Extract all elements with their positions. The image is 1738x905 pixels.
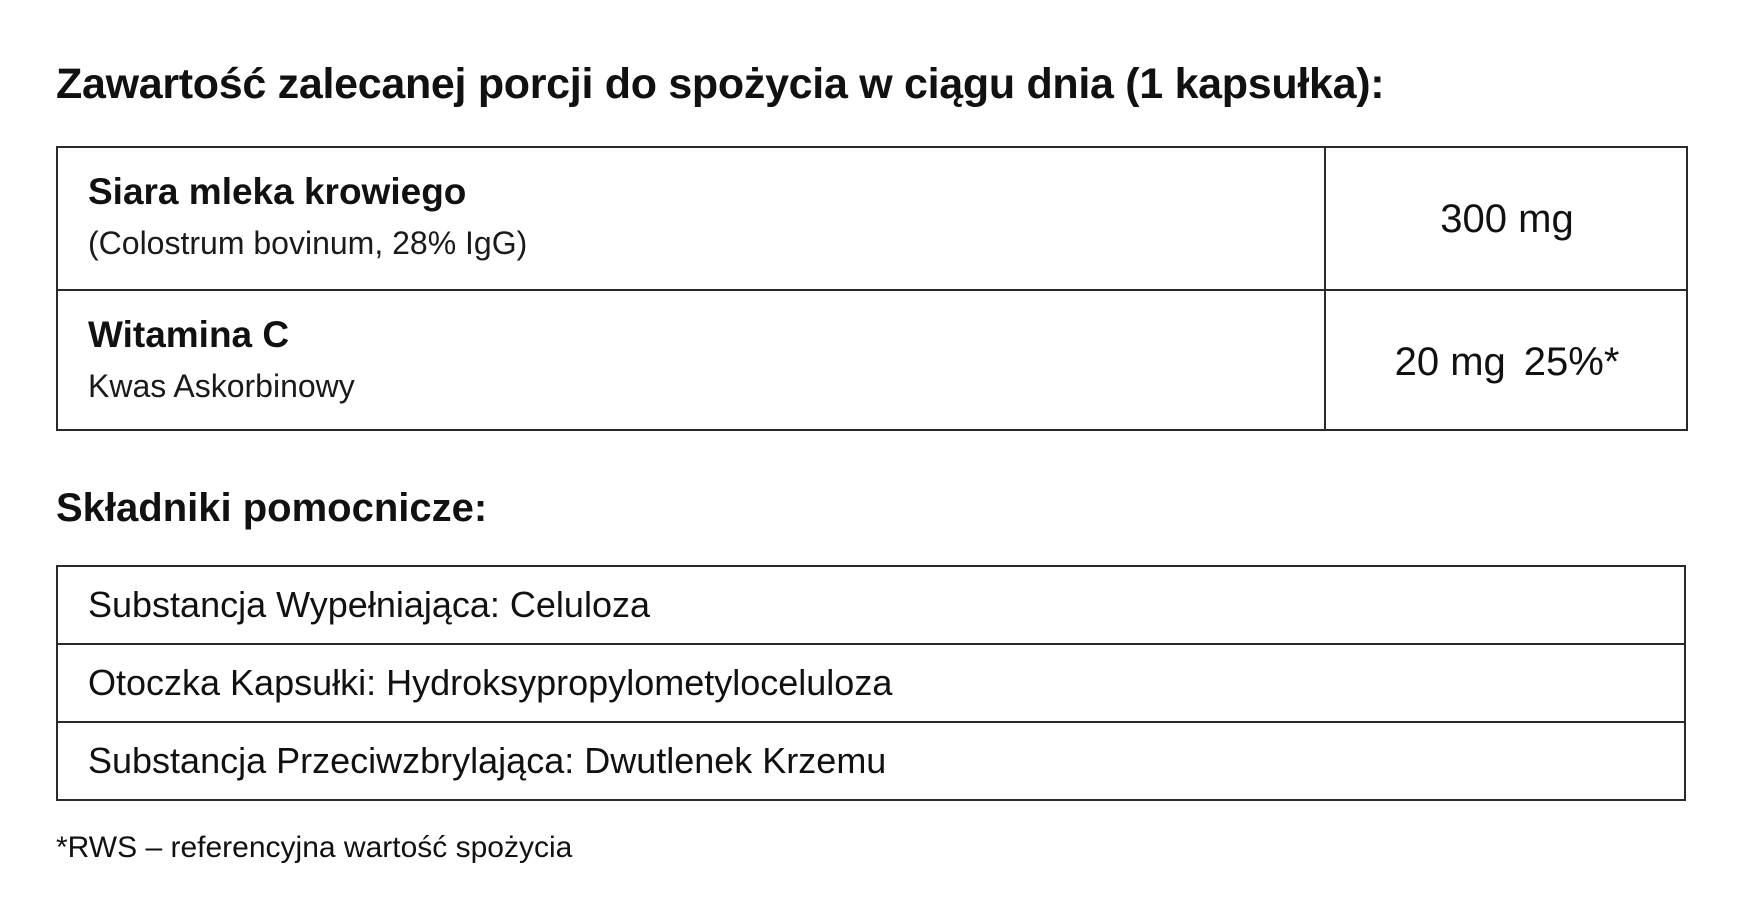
excipients-table [56,565,1686,801]
excipient-item: Substancja Przeciwzbrylająca: Dwutlenek Krzemu [88,740,887,781]
ingredient-detail: Kwas Askorbinowy [88,368,355,404]
table-row [58,645,1684,723]
ingredient-amount: 20 mg [1394,340,1506,384]
ingredient-amount-cell [1326,195,1688,243]
excipient-item: Substancja Wypełniająca: Celuloza [88,584,650,625]
table-row [58,567,1684,645]
footnote: *RWS – referencyjna wartość spożycia [56,831,573,864]
excipients-title: Składniki pomocnicze: [56,486,488,530]
page-title: Zawartość zalecanej porcji do spożycia w ciągu dnia (1 kapsułka): [56,60,1385,108]
nutrition-table [56,146,1688,431]
ingredient-rws-percent: 25%* [1523,340,1620,384]
ingredient-detail: (Colostrum bovinum, 28% IgG) [88,225,528,261]
ingredient-amount-cell [1326,338,1688,386]
table-row [58,723,1684,801]
ingredient-name: Witamina C [88,314,290,355]
excipient-item: Otoczka Kapsułki: Hydroksypropylometyloceluloza [88,662,893,703]
table-row [58,291,1686,429]
ingredient-name: Siara mleka krowiego [88,171,467,212]
table-row [58,148,1686,291]
ingredient-amount: 300 mg [1440,197,1574,241]
